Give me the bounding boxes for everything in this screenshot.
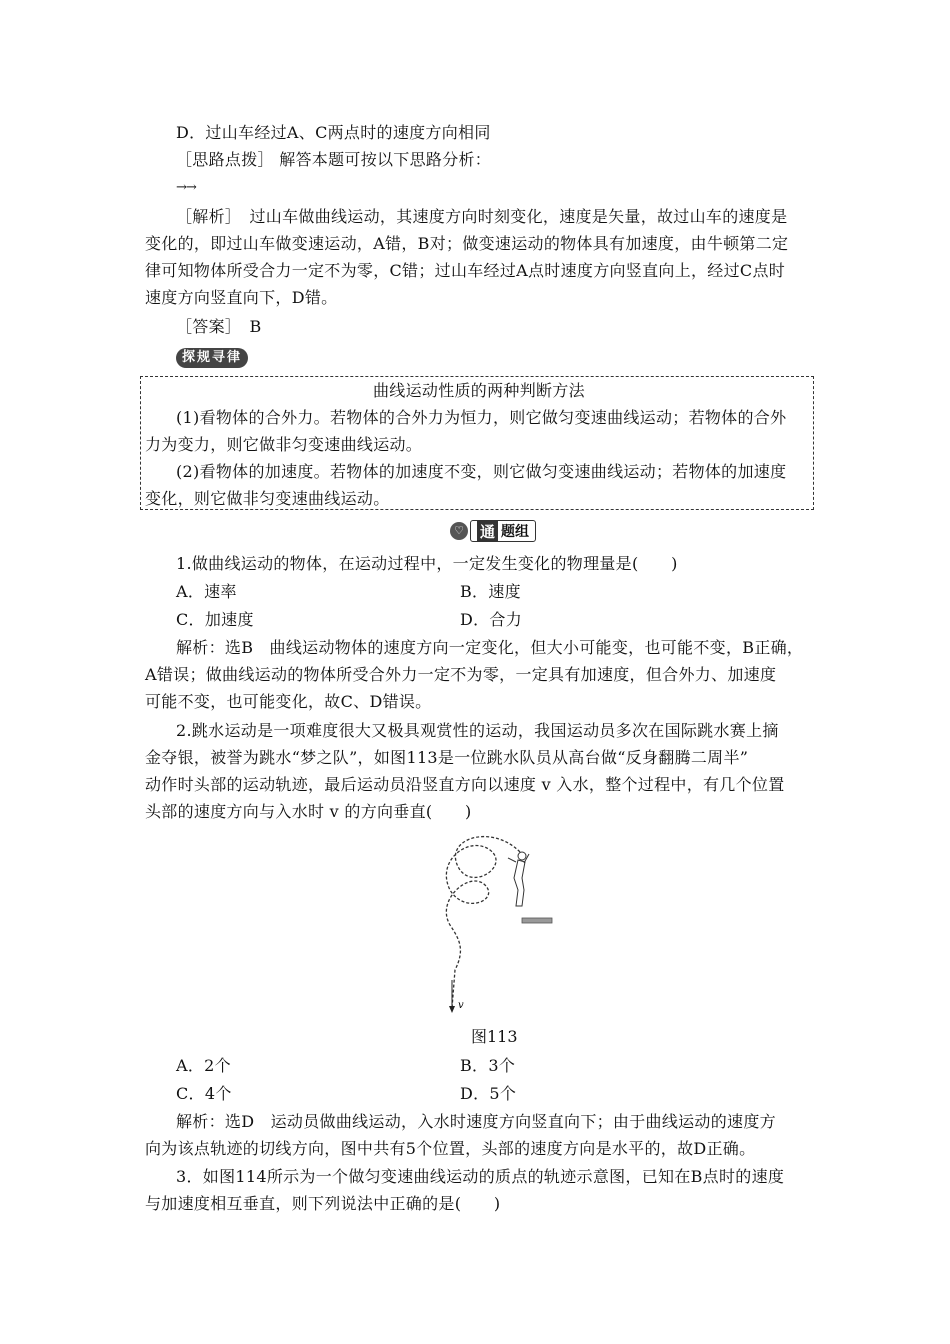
q1-solution-1: 解析：选B 曲线运动物体的速度方向一定变化，但大小可能变，也可能不变，B正确， <box>176 638 804 657</box>
q2-line-1: 2.跳水运动是一项难度很大又极具观赏性的运动，我国运动员多次在国际跳水赛上摘 <box>176 721 779 740</box>
q2-option-b: B．3个 <box>460 1056 516 1075</box>
analysis-line-2: 变化的，即过山车做变速运动，A错，B对；做变速运动的物体具有加速度，由牛顿第二定 <box>145 234 789 253</box>
q2-solution-2: 向为该点轨迹的切线方向，图中共有5个位置，头部的速度方向是水平的，故D正确。 <box>145 1139 756 1158</box>
analysis-line-4: 速度方向竖直向下，D错。 <box>145 288 338 307</box>
q1-solution-2: A错误；做曲线运动的物体所受合外力一定不为零，一定具有加速度，但合外力、加速度 <box>145 665 777 684</box>
diving-trajectory-figure <box>430 830 570 1020</box>
box-p1-line2: 力为变力，则它做非匀变速曲线运动。 <box>145 435 423 454</box>
q2-option-a: A．2个 <box>176 1056 231 1075</box>
q1-option-b: B．速度 <box>460 582 521 601</box>
diver-icon <box>508 852 529 906</box>
flow-arrows: →→ <box>176 180 196 195</box>
option-d-text: D．过山车经过A、C两点时的速度方向相同 <box>176 123 491 142</box>
group-label-rest: 题组 <box>501 524 530 540</box>
hint-label: ［思路点拨］ <box>176 150 274 169</box>
q2-line-3: 动作时头部的运动轨迹，最后运动员沿竖直方向以速度 v 入水，整个过程中，有几个位置 <box>145 775 785 794</box>
velocity-arrow-head <box>449 1006 455 1013</box>
velocity-label: v <box>458 1000 464 1011</box>
q1-solution-3: 可能不变，也可能变化，故C、D错误。 <box>145 692 432 711</box>
box-p2-line1: (2)看物体的加速度。若物体的加速度不变，则它做匀变速曲线运动；若物体的加速度 <box>176 462 787 481</box>
answer-line: ［答案］ B <box>176 317 262 336</box>
box-p2-line2: 变化，则它做非匀变速曲线运动。 <box>145 489 390 508</box>
box-title: 曲线运动性质的两种判断方法 <box>373 381 585 400</box>
analysis-line-3: 律可知物体所受合力一定不为零，C错；过山车经过A点时速度方向竖直向上，经过C点时 <box>145 261 786 280</box>
analysis-line-1: ［解析］ 过山车做曲线运动，其速度方向时刻变化，速度是矢量，故过山车的速度是 <box>176 207 788 226</box>
trajectory-path <box>446 837 520 1008</box>
diving-platform <box>522 918 552 923</box>
q2-line-2: 金夺银，被誉为跳水“梦之队”，如图113是一位跳水队员从高台做“反身翻腾二周半” <box>145 748 749 767</box>
figure-caption: 图113 <box>471 1027 518 1046</box>
q2-option-d: D．5个 <box>460 1084 517 1103</box>
q2-option-c: C．4个 <box>176 1084 232 1103</box>
hint-line <box>176 149 491 171</box>
group-label-big: 通 <box>477 521 498 542</box>
heart-icon: ♡ <box>450 522 468 540</box>
practice-group-header <box>450 519 536 543</box>
q1-stem: 1.做曲线运动的物体，在运动过程中，一定发生变化的物理量是( ) <box>176 554 678 573</box>
hint-text: 解答本题可按以下思路分析： <box>279 150 492 169</box>
section-tag: 探规寻律 <box>176 348 248 368</box>
group-label <box>470 520 536 542</box>
q3-line-2: 与加速度相互垂直，则下列说法中正确的是( ) <box>145 1194 501 1213</box>
q1-option-d: D．合力 <box>460 610 523 629</box>
q1-option-a: A．速率 <box>176 582 237 601</box>
q2-line-4: 头部的速度方向与入水时 v 的方向垂直( ) <box>145 802 472 821</box>
q1-option-c: C．加速度 <box>176 610 254 629</box>
box-p1-line1: (1)看物体的合外力。若物体的合外力为恒力，则它做匀变速曲线运动；若物体的合外 <box>176 408 787 427</box>
q3-line-1: 3．如图114所示为一个做匀变速曲线运动的质点的轨迹示意图，已知在B点时的速度 <box>176 1167 785 1186</box>
q2-solution-1: 解析：选D 运动员做曲线运动，入水时速度方向竖直向下；由于曲线运动的速度方 <box>176 1112 776 1131</box>
